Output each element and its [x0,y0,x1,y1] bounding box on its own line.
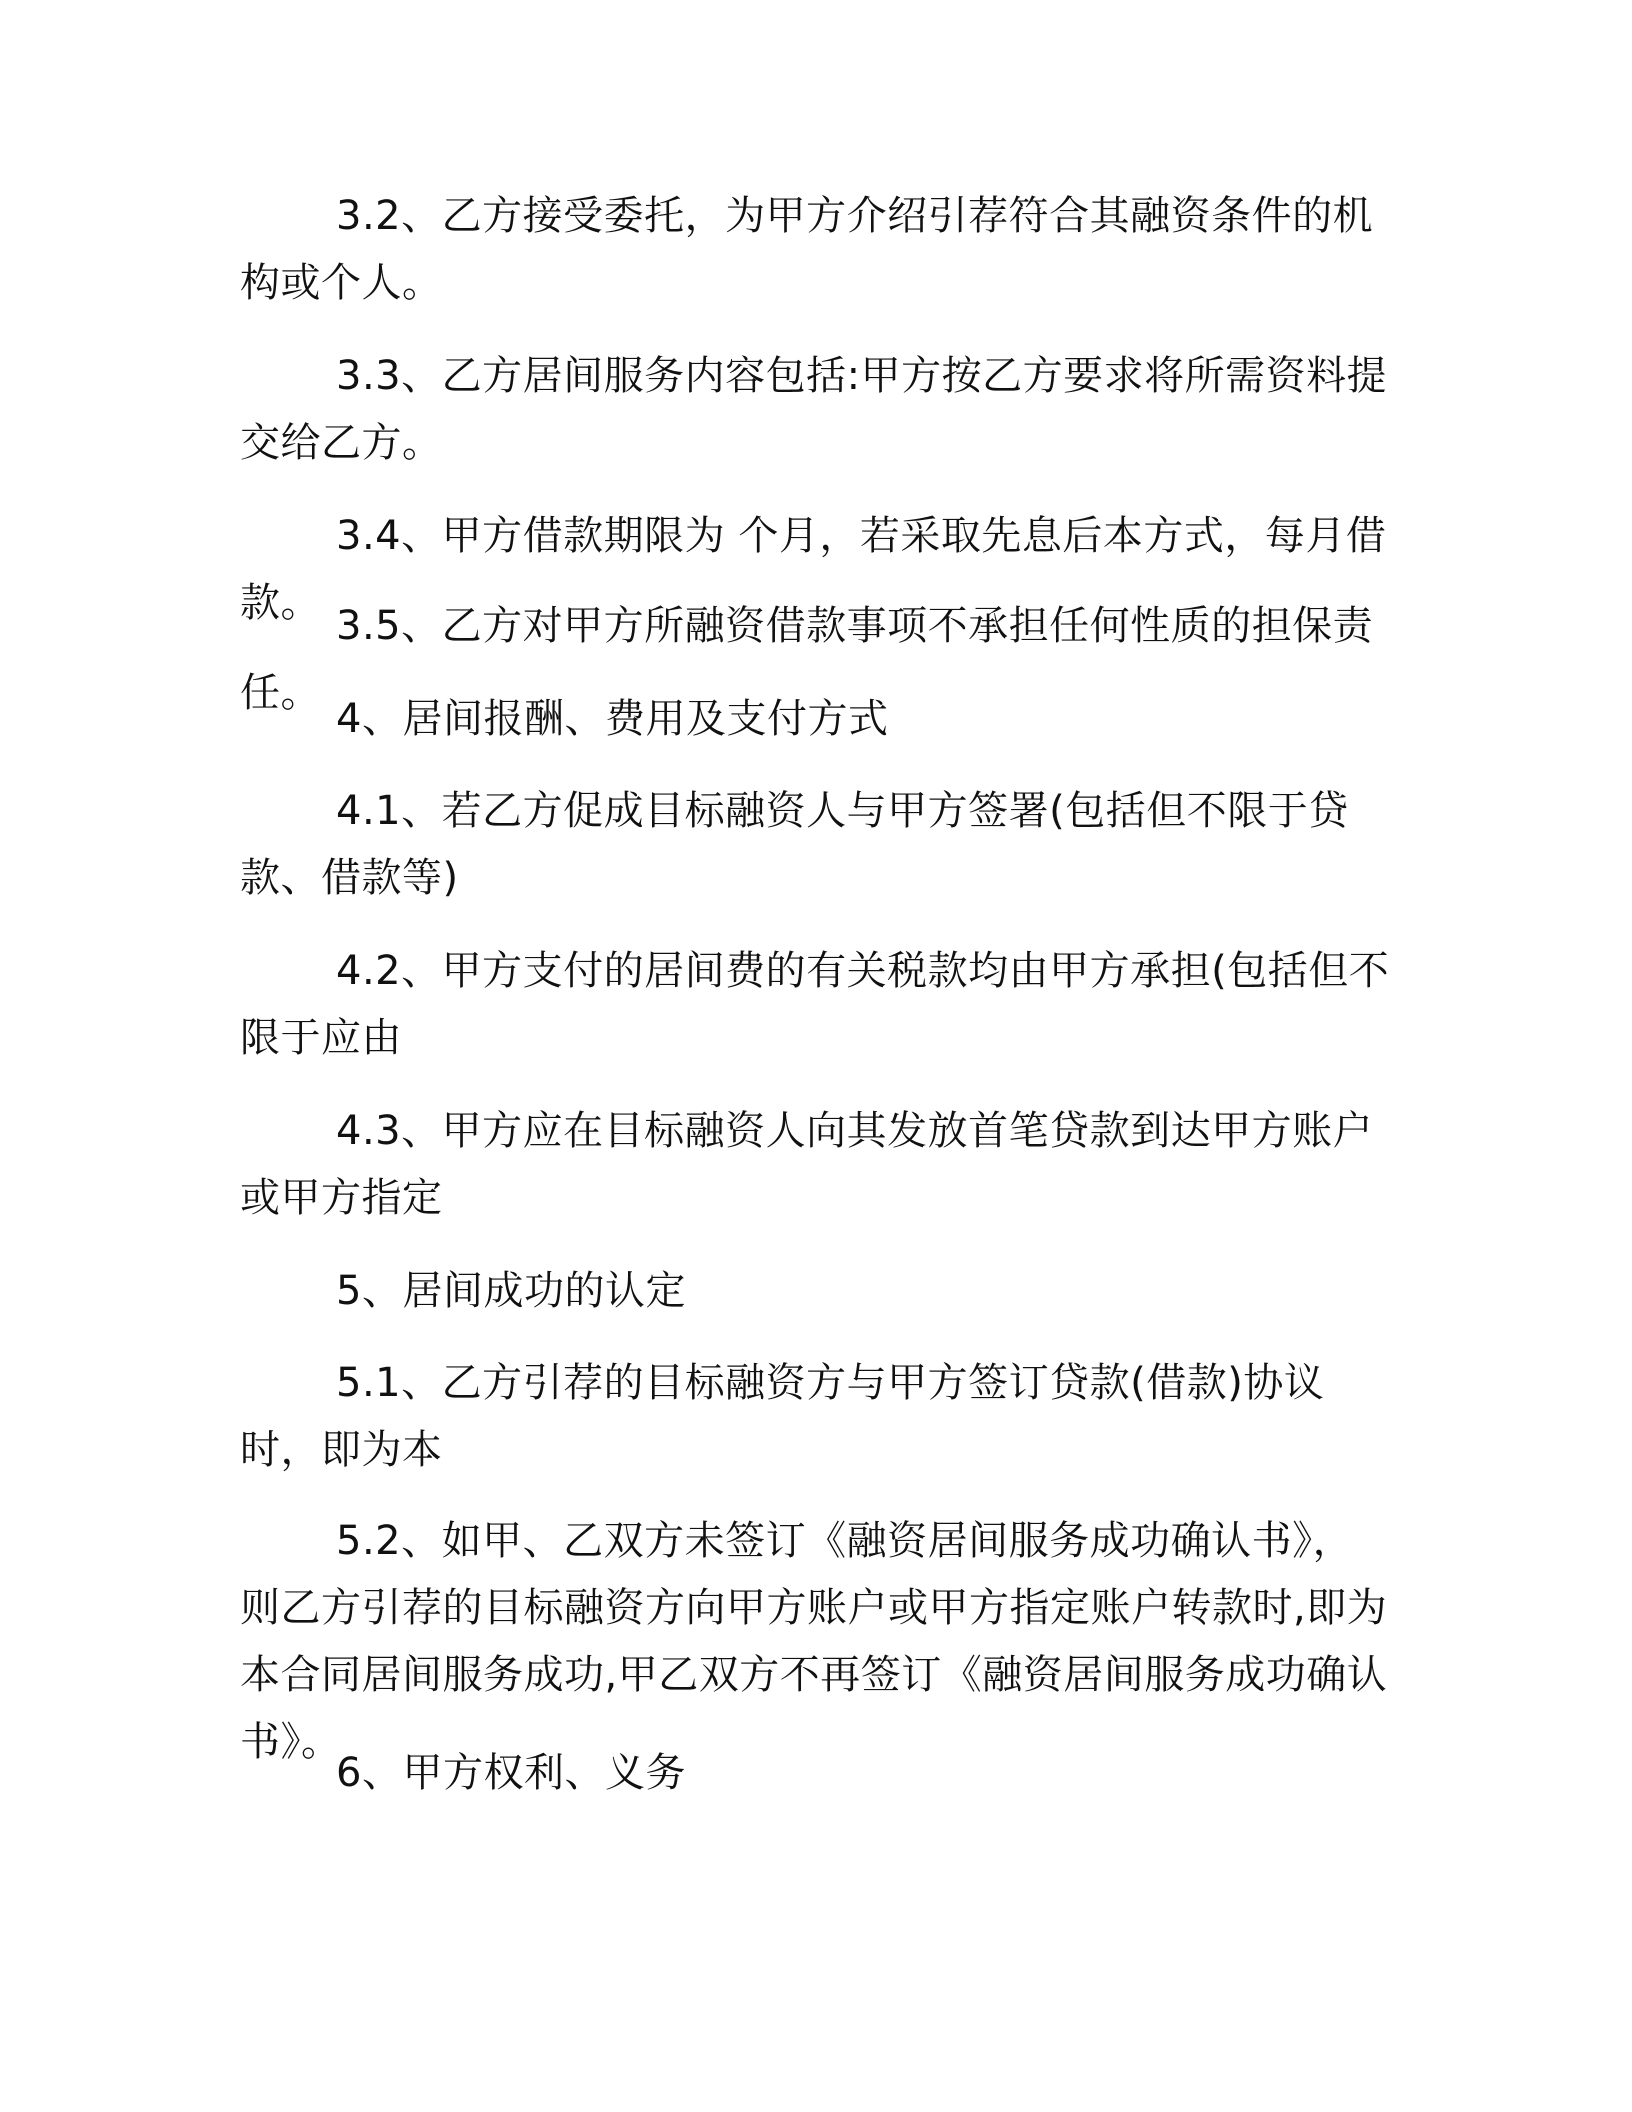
paragraph-5-2: 5.2、如甲、乙双方未签订《融资居间服务成功确认书》，则乙方引荐的目标融资方向甲方账户或甲方指定账户转款时,即为本合同居间服务成功,甲乙双方不再签订《融资居间服务成功确认书》。 [240,1518,1388,1765]
paragraph-3-3: 3.3、乙方居间服务内容包括:甲方按乙方要求将所需资料提交给乙方。 [240,353,1388,466]
paragraph-3-4: 3.4、甲方借款期限为 个月，若采取先息后本方式，每月借款。 [240,513,1387,626]
paragraph-4-2: 4.2、甲方支付的居间费的有关税款均由甲方承担(包括但不限于应由 [240,948,1390,1061]
paragraph-3-5: 3.5、乙方对甲方所融资借款事项不承担任何性质的担保责任。 [240,603,1374,716]
section-heading-4: 4、居间报酬、费用及支付方式 [336,696,889,742]
section-heading-6: 6、甲方权利、义务 [336,1750,686,1796]
paragraph-5-1: 5.1、乙方引荐的目标融资方与甲方签订贷款(借款)协议时，即为本 [240,1360,1325,1473]
paragraph-4-3: 4.3、甲方应在目标融资人向其发放首笔贷款到达甲方账户或甲方指定 [240,1108,1374,1221]
paragraph-4-1: 4.1、若乙方促成目标融资人与甲方签署(包括但不限于贷款、借款等) [240,788,1349,901]
paragraph-3-2: 3.2、乙方接受委托，为甲方介绍引荐符合其融资条件的机构或个人。 [240,193,1374,306]
section-heading-5: 5、居间成功的认定 [336,1268,686,1314]
